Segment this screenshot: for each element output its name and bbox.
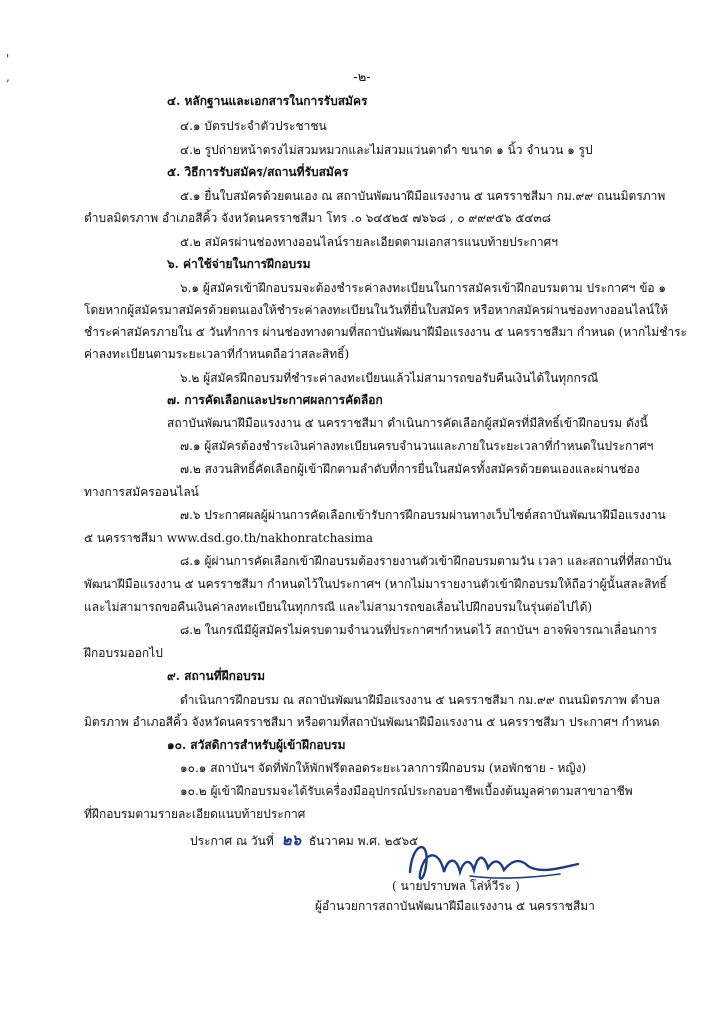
section-7-heading: ๗. การคัดเลือกและประกาศผลการคัดลือก: [167, 393, 383, 407]
item-8-1-cont-1: พัฒนาฝีมือแรงงาน ๕ นครราชสีมา กำหนดไว้ในประกาศฯ (หากไม่มารายงานตัวเข้าฝึกอบรมให้ถือว่าผู้นั้นสละสิทธิ์: [84, 577, 667, 591]
section-9-heading: ๙. สถานที่ฝึกอบรม: [167, 669, 266, 683]
margin-mark-top: ': [6, 52, 10, 66]
section-7-intro: สถาบันพัฒนาฝีมือแรงงาน ๕ นครราชสีมา ดำเนินการคัดเลือกผู้สมัครที่มีสิทธิ์เข้าฝึกอบรม ดังนี้: [167, 416, 648, 430]
item-5-1-cont: ตำบลมิตรภาพ อำเภอสีคิ้ว จังหวัดนครราชสีมา โทร .๐ ๖๔๕๒๕ ๗๖๖๘ , ๐ ๙๙๙๕๖ ๕๔๓๘: [84, 211, 551, 225]
item-8-1: ๘.๑ ผู้ผ่านการคัดเลือกเข้าฝึกอบรมต้องรายงานตัวเข้าฝึกอบรมตามวัน เวลา และสถานที่ที่สถาบัน: [180, 554, 672, 568]
item-8-2-cont: ฝึกอบรมออกไป: [84, 646, 163, 660]
section-10-heading: ๑๐. สวัสดิการสำหรับผู้เข้าฝึกอบรม: [167, 738, 346, 752]
item-4-2: ๔.๒ รูปถ่ายหน้าตรงไม่สวมหมวกและไม่สวมแว่นตาดำ ขนาด ๑ นิ้ว จำนวน ๑ รูป: [180, 143, 593, 157]
announce-prefix: ประกาศ ณ วันที่: [190, 834, 274, 848]
item-10-2-cont: ที่ฝึกอบรมตามรายละเอียดแนบท้ายประกาศ: [84, 807, 306, 821]
item-10-1: ๑๐.๑ สถาบันฯ จัดที่พักให้พักฟรีตลอดระยะเวลาการฝึกอบรม (หอพักชาย - หญิง): [180, 761, 587, 775]
item-6-1-cont-2: ชำระค่าสมัครภายใน ๕ วันทำการ ผ่านช่องทางตามที่สถาบันพัฒนาฝีมือแรงงาน ๕ นครราชสีมา กำหนด (หากไม่ชำระ: [84, 325, 687, 339]
page-number: -๒-: [353, 70, 371, 85]
margin-mark-bottom: ,: [6, 70, 10, 84]
item-10-2: ๑๐.๒ ผู้เข้าฝึกอบรมจะได้รับเครื่องมืออุปกรณ์ประกอบอาชีพเบื้องต้นมูลค่าตามสาขาอาชีพ: [180, 784, 633, 798]
item-8-2: ๘.๒ ในกรณีมีผู้สมัครไม่ครบตามจำนวนที่ประกาศฯกำหนดไว้ สถาบันฯ อาจพิจารณาเลื่อนการ: [180, 623, 658, 637]
item-7-6-cont: ๕ นครราชสีมา www.dsd.go.th/nakhonratchasima: [84, 531, 374, 545]
item-7-1: ๗.๑ ผู้สมัครต้องชำระเงินค่าลงทะเบียนครบจำนวนและภายในระยะเวลาที่กำหนดในประกาศฯ: [180, 439, 654, 453]
item-5-2: ๕.๒ สมัครผ่านช่องทางออนไลน์รายละเอียดตามเอกสารแนบท้ายประกาศฯ: [180, 235, 558, 249]
item-6-2: ๖.๒ ผู้สมัครฝึกอบรมที่ชำระค่าลงทะเบียนแล้วไม่สามารถขอรับคืนเงินได้ในทุกกรณี: [180, 371, 599, 385]
section-9-body-cont: มิตรภาพ อำเภอสีคิ้ว จังหวัดนครราชสีมา หรือตามที่สถาบันพัฒนาฝีมือแรงงาน ๕ นครราชสีมา ประกาศฯ กำหนด: [84, 715, 660, 729]
section-6-heading: ๖. ค่าใช้จ่ายในการฝึกอบรม: [167, 257, 311, 271]
announce-suffix: ธันวาคม พ.ศ. ๒๕๖๕: [308, 834, 419, 848]
section-9-body: ดำเนินการฝึกอบรม ณ สถาบันพัฒนาฝีมือแรงงาน ๕ นครราชสีมา กม.๙๙ ถนนมิตรภาพ ตำบล: [180, 693, 661, 707]
item-6-1-cont-3: ค่าลงทะเบียนตามระยะเวลาที่กำหนดถือว่าสละสิทธิ์): [84, 347, 350, 361]
item-8-1-cont-2: และไม่สามารถขอคืนเงินค่าลงทะเบียนในทุกกรณี และไม่สามารถขอเลื่อนไปฝึกอบรมในรุ่นต่อไปได้): [84, 600, 593, 614]
item-5-1: ๕.๑ ยื่นใบสมัครด้วยตนเอง ณ สถาบันพัฒนาฝีมือแรงงาน ๕ นครราชสีมา กม.๙๙ ถนนมิตรภาพ: [180, 189, 666, 203]
signatory-position: ผู้อำนวยการสถาบันพัฒนาฝีมือแรงงาน ๕ นครราชสีมา: [315, 899, 595, 913]
section-4-heading: ๔. หลักฐานและเอกสารในการรับสมัคร: [167, 94, 368, 108]
item-6-1-cont-1: โดยหากผู้สมัครมาสมัครด้วยตนเองให้ชำระค่าลงทะเบียนในวันที่ยื่นใบสมัคร หรือหากสมัครผ่านช่องทางออนไลน์ให้: [84, 303, 668, 317]
item-7-6: ๗.๖ ประกาศผลผู้ผ่านการคัดเลือกเข้ารับการฝึกอบรมผ่านทางเว็บไซต์สถาบันพัฒนาฝีมือแรงงาน: [180, 508, 666, 522]
handwritten-day: ๒๖: [281, 831, 301, 849]
item-7-2: ๗.๒ สงวนสิทธิ์คัดเลือกผู้เข้าฝึกตามลำดับที่การยื่นในสมัครทั้งสมัครด้วยตนเองและผ่านช่อง: [180, 462, 640, 476]
section-5-heading: ๕. วิธีการรับสมัคร/สถานที่รับสมัคร: [167, 165, 349, 179]
announce-date-line: [190, 832, 418, 849]
item-4-1: ๔.๑ บัตรประจำตัวประชาชน: [180, 119, 327, 133]
item-6-1: ๖.๑ ผู้สมัครเข้าฝึกอบรมจะต้องชำระค่าลงทะเบียนในการสมัครเข้าฝึกอบรมตาม ประกาศฯ ข้อ ๑: [180, 281, 667, 295]
signatory-name: ( นายปราบพล โล่ห์วีระ ): [392, 879, 520, 893]
item-7-2-cont: ทางการสมัครออนไลน์: [84, 485, 199, 499]
